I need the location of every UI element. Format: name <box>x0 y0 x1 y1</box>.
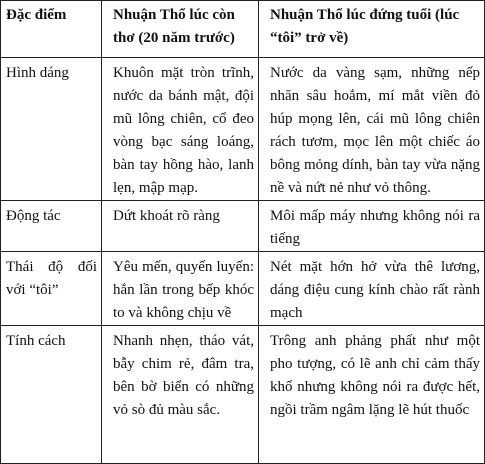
table-row-gesture <box>1 201 485 252</box>
row-adulthood-cell: Nét mặt hớn hở vừa thê lương, dáng điệu cung kính chào rất rành mạch <box>259 252 485 326</box>
header-row <box>1 1 485 58</box>
row-childhood-cell: Khuôn mặt tròn trĩnh, nước da bánh mật, đội mũ lông chiên, cổ đeo vòng bạc sáng loáng, bàn tay hồng hào, lanh lẹn, mập mạp. <box>102 58 259 201</box>
table-row-appearance <box>1 58 485 201</box>
table-row-attitude <box>1 252 485 326</box>
row-adulthood-cell: Nước da vàng sạm, những nếp nhăn sâu hoắm, mí mắt viền đỏ húp mọng lên, cái mũ lông chiên rách tươm, mọc lên một chiếc áo bông mỏng dính, bàn tay vừa nặng nề và nứt nẻ như vỏ thông. <box>259 58 485 201</box>
header-childhood: Nhuận Thổ lúc còn thơ (20 năm trước) <box>102 1 259 58</box>
row-feature-label: Động tác <box>1 201 102 252</box>
row-adulthood-cell: Trông anh phảng phất như một pho tượng, có lẽ anh chỉ cảm thấy khổ nhưng không nói ra được hết, ngồi trầm ngâm lặng lẽ hút thuốc <box>259 326 485 464</box>
row-childhood-cell: Dứt khoát rõ ràng <box>102 201 259 252</box>
header-feature: Đặc điểm <box>1 1 102 58</box>
row-childhood-cell: Nhanh nhẹn, tháo vát, bẫy chim rẻ, đâm tra, bên bờ biển có những vỏ sò đủ màu sắc. <box>102 326 259 464</box>
row-feature-label: Thái độ đối với “tôi” <box>1 252 102 326</box>
row-adulthood-cell: Môi mấp máy nhưng không nói ra tiếng <box>259 201 485 252</box>
row-feature-label: Hình dáng <box>1 58 102 201</box>
row-feature-label: Tính cách <box>1 326 102 464</box>
header-adulthood: Nhuận Thổ lúc đứng tuổi (lúc “tôi” trở về) <box>259 1 485 58</box>
row-childhood-cell: Yêu mến, quyến luyến: hắn lần trong bếp khóc to và không chịu về <box>102 252 259 326</box>
table-row-personality <box>1 326 485 464</box>
